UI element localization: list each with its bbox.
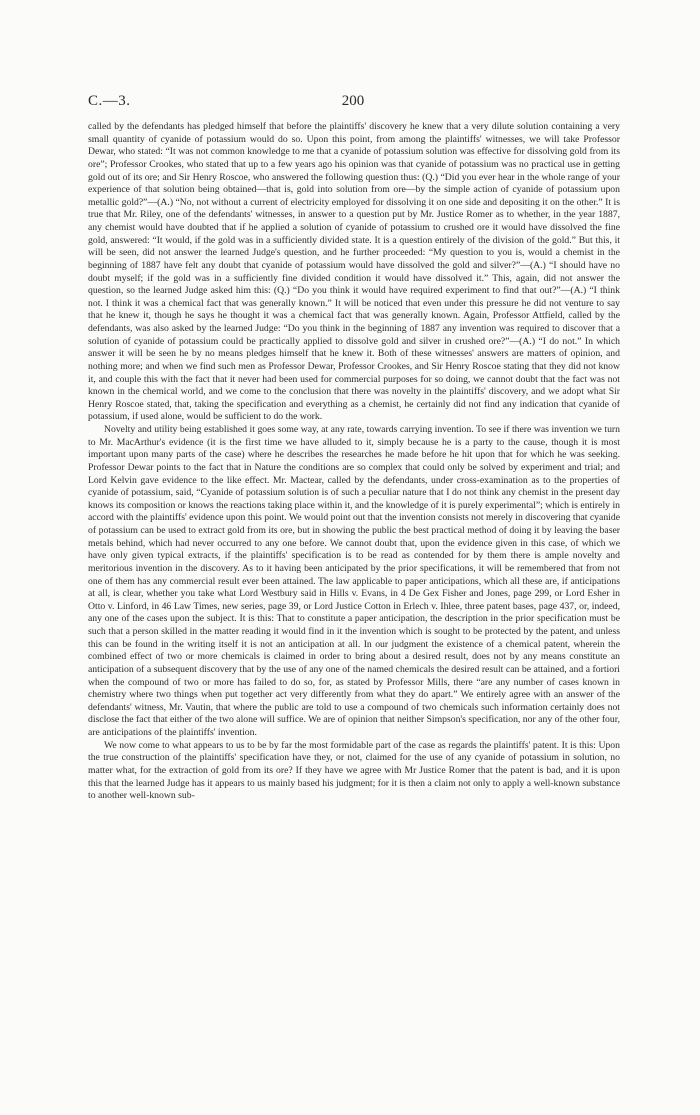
paragraph: called by the defendants has pledged himself that before the plaintiffs' discovery he knew that a very dilute solution containing a very small quantity of cyanide of potassium would do so. Upon this point, from among the plaintiffs' witnesses, we will take Professor Dewar, who stated: “It was not common knowledge to me that a cyanide of potassium solution was effective for dissolving gold from its ore”; Professor Crookes, who stated that up to a few years ago his opinion was that cyanide of potassium was no practical use in getting gold out of its ore; and Sir Henry Roscoe, who answered the following question thus: (Q.) “Did you ever hear in the whole range of your experience of that solution being obtained—that is, gold into solution from ore—by the simple action of cyanide of potassium upon metallic gold?”—(A.) “No, not without a current of electricity employed for dissolving it on one side and depositing it on the other.” It is true that Mr. Riley, one of the defendants' witnesses, in answer to a question put by Mr. Justice Romer as to whether, in the year 1887, any chemist would have doubted that if he applied a solution of cyanide of potassium to crushed ore it would have dissolved the fine gold, answered: “It would, if the gold was in a sufficiently divided state. It is a question entirely of the division of the gold.” But this, it will be seen, did not answer the learned Judge's question, and he further proceeded: “My question to you is, would a chemist in the beginning of 1887 have felt any doubt that cyanide of potassium would have dissolved the gold and silver?”—(A.) “I should have no doubt myself; if the gold was in a sufficiently fine divided condition it would have dissolved it.” This, again, did not answer the question, so the learned Judge asked him this: (Q.) “Do you think it would have required experiment to find that out?”—(A.) “I think not. I think it was a chemical fact that was generally known.” It will be noticed that even under this pressure he did not venture to say that he knew it, though he says he thought it was a chemical fact that was generally known. Again, Professor Attfield, called by the defendants, was also asked by the learned Judge: “Do you think in the beginning of 1887 any invention was required to discover that a solution of cyanide of potassium could be practically applied to dissolve gold and silver in crushed ore?”—(A.) “I do not.” In which answer it will be seen he by no means pledges himself that he knew it. Both of these witnesses' answers are matters of opinion, and nothing more; and when we find such men as Professor Dewar, Professor Crookes, and Sir Henry Roscoe stating that they did not know it, and couple this with the fact that it never had been used for commercial purposes for so doing, we cannot doubt that the fact was not known in the chemical world, and we come to the conclusion that there was novelty in the plaintiffs' discovery, and we adopt what Sir Henry Roscoe stated, that, taking the specification and everything as a chemist, he certainly did not find any indication that cyanide of potassium, if used alone, would be sufficient to do the work.	[88, 121, 620, 423]
body-text	[88, 121, 620, 803]
document-reference: C.—3.	[88, 93, 131, 109]
paragraph: We now come to what appears to us to be by far the most formidable part of the case as regards the plaintiffs' patent. It is this: Upon the true construction of the plaintiffs' specification have they, or not, claimed for the use of any cyanide of potassium in solution, no matter what, for the extraction of gold from its ore? If they have we agree with Mr Justice Romer that the patent is bad, and it is upon this that the learned Judge has it appears to us mainly based his judgment; for it is then a claim not only to apply a well-known substance to another well-known sub-	[88, 739, 620, 802]
paragraph: Novelty and utility being established it goes some way, at any rate, towards carrying invention. To see if there was invention we turn to Mr. MacArthur's evidence (it is the first time we have alluded to it, simply because he is a party to the cause, though it is most important upon many parts of the case) where he describes the researches he made before he hit upon that for which he was seeking. Professor Dewar points to the fact that in Nature the conditions are so complex that could only be solved by experiment and trial; and Lord Kelvin gave evidence to the like effect. Mr. Mactear, called by the defendants, under cross-examination as to the properties of cyanide of potassium, said, “Cyanide of potassium solution is of such a peculiar nature that I do not think any chemist in the present day knows its composition or knows the reactions taking place within it, and the knowledge of it is purely experimental”; which is entirely in accord with the plaintiffs' evidence upon this point. We would point out that the invention consists not merely in discovering that cyanide of potassium can be used to extract gold from its ore, but in showing the public the best practical method of doing it by leaving the baser metals behind, which had never occurred to any one before. We cannot doubt that, upon the evidence given in this case, of which we have only given typical extracts, if the plaintiffs' specification is to be read as contended for by them there is ample novelty and meritorious invention in the discovery. As to it having been anticipated by the prior specifications, it will be remembered that from not one of them has any commercial result ever been attained. The law applicable to paper anticipations, which all these are, if anticipations at all, is clear, whether you take what Lord Westbury said in Hills v. Evans, in 4 De Gex Fisher and Jones, page 299, or Lord Esher in Otto v. Linford, in 46 Law Times, new series, page 39, or Lord Justice Cotton in Erlech v. Ihlee, three patent bases, page 437, or, indeed, any one of the cases upon the subject. It is this: That to constitute a paper anticipation, the description in the prior specification must be such that a person skilled in the matter reading it would find in it the invention which is sought to be protected by the patent, and unless this can be found in the writing itself it is not an anticipation at all. In our judgment the existence of a chemical patent, wherein the combined effect of two or more chemicals is claimed in order to bring about a desired result, does not by any means constitute an anticipation of a subsequent discovery that by the use of any one of the named chemicals the desired result can be attained, and a fortiori when the compound of two or more has failed to do so, for, as stated by Professor Mills, there “are any number of cases known in chemistry where two things when put together act very differently from what they do apart.” We entirely agree with an answer of the defendants' witness, Mr. Vautin, that where the public are told to use a compound of two chemicals such information certainly does not disclose the fact that either of the two alone will suffice. We are of opinion that neither Simpson's specification, nor any of the other four, are anticipations of the plaintiffs' invention.	[88, 424, 620, 738]
page-header	[88, 93, 618, 115]
page-number: 200	[341, 93, 365, 109]
